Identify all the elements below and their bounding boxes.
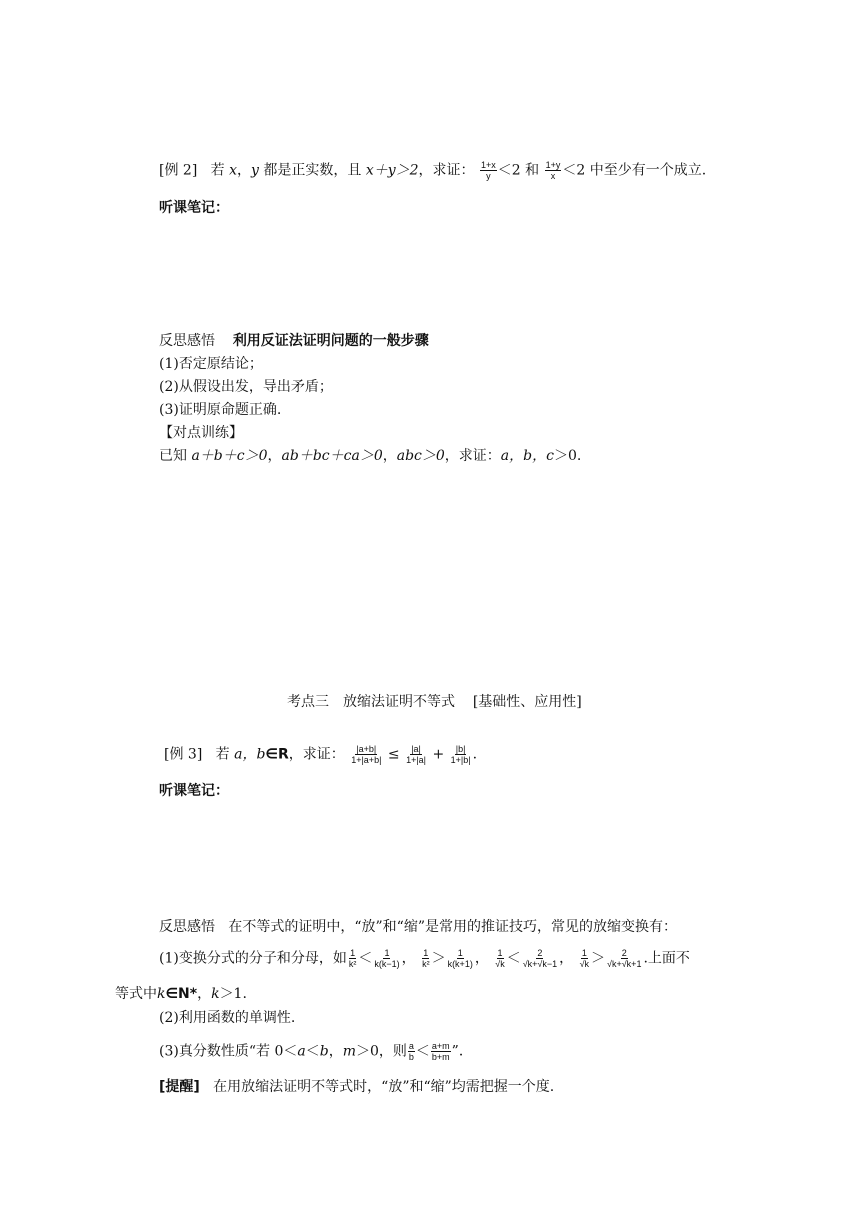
- training-problem: 已知 a＋b＋c＞0，ab＋bc＋ca＞0，abc＞0，求证：a，b，c＞0.: [159, 448, 582, 464]
- training-heading: 【对点训练】: [159, 425, 243, 441]
- tip-tag: [提醒]: [159, 1079, 200, 1095]
- example-3-line: [例 3] 若 a，b∈R，求证： $\frac{|a+b|}{1+|a+b|}$ ≤ $\frac{|a|}{1+|a|}$ + $\frac{|b|}{1+|b|}$ .: [164, 744, 478, 765]
- scaling-item-2: (2)利用函数的单调性.: [159, 1010, 296, 1026]
- scaling-item-1: (1)变换分式的分子和分母，如 $\frac{1}{\text{k²}}$ ＜ $\frac{1}{k(k-1)}$ ， $\frac{1}{\text{k²}}$ ＞ $\frac{1}{k(k+1)}$ ， $\frac{1}{√k}$ ＜ $\frac{2}{√k+√k-1}$ ， $\frac{1}{√k}$ ＞ $\frac{2}{√k+√k+1}$ .上面不: [159, 948, 690, 969]
- fraction: $\frac{1}{k(k+1)}$: [447, 948, 473, 969]
- step-1: (1)否定原结论；: [159, 356, 263, 372]
- fraction: $\frac{1}{\text{k²}}$: [348, 948, 357, 969]
- fraction: $\frac{1+x}{y}$: [481, 160, 496, 181]
- example-2-tag: [例 2]: [159, 162, 198, 179]
- step-2: (2)从假设出发，导出矛盾；: [159, 379, 333, 395]
- lecture-notes-label: 听课笔记：: [159, 200, 229, 216]
- example-2-line: [例 2] 若 x，y 都是正实数，且 x＋y＞2，求证： $\frac{1+x}{y}$ ＜2 和 $\frac{1+y}{x}$ ＜2 中至少有一个成立.: [159, 160, 707, 181]
- reflection-intro: 反思感悟 在不等式的证明中，“放”和“缩”是常用的推证技巧，常见的放缩变换有：: [159, 919, 677, 935]
- scaling-item-3: (3)真分数性质“若 0＜a＜b，m＞0，则 $\frac{a}{b}$ ＜ $\frac{a+m}{b+m}$ ”．: [159, 1041, 473, 1062]
- fraction: $\frac{2}{√k+√k+1}$: [607, 948, 642, 969]
- tip-line: [提醒] 在用放缩法证明不等式时，“放”和“缩”均需把握一个度.: [159, 1079, 555, 1095]
- scaling-item-1-cont: 等式中k∈N*，k＞1.: [115, 986, 247, 1002]
- fraction: $\frac{a+m}{b+m}$: [431, 1041, 450, 1062]
- fraction: $\frac{|b|}{1+|b|}$: [450, 744, 471, 765]
- example-3-tag: [例 3]: [164, 746, 203, 763]
- fraction: $\frac{|a|}{1+|a|}$: [406, 744, 427, 765]
- section-title: 考点三 放缩法证明不等式 [基础性、应用性]: [287, 694, 582, 710]
- fraction: $\frac{1}{\text{k²}}$: [422, 948, 430, 969]
- fraction: $\frac{|a+b|}{1+|a+b|}$: [351, 744, 382, 765]
- fraction: $\frac{1}{k(k-1)}$: [374, 948, 400, 969]
- fraction: $\frac{1}{√k}$: [579, 948, 590, 969]
- reflection-heading: 反思感悟 利用反证法证明问题的一般步骤: [159, 333, 429, 349]
- lecture-notes-label: 听课笔记：: [159, 783, 229, 799]
- step-3: (3)证明原命题正确.: [159, 402, 282, 418]
- fraction: $\frac{2}{√k+√k-1}$: [522, 948, 558, 969]
- fraction: $\frac{a}{b}$: [408, 1041, 414, 1062]
- fraction: $\frac{1}{√k}$: [495, 948, 505, 969]
- fraction: $\frac{1+y}{x}$: [545, 160, 561, 181]
